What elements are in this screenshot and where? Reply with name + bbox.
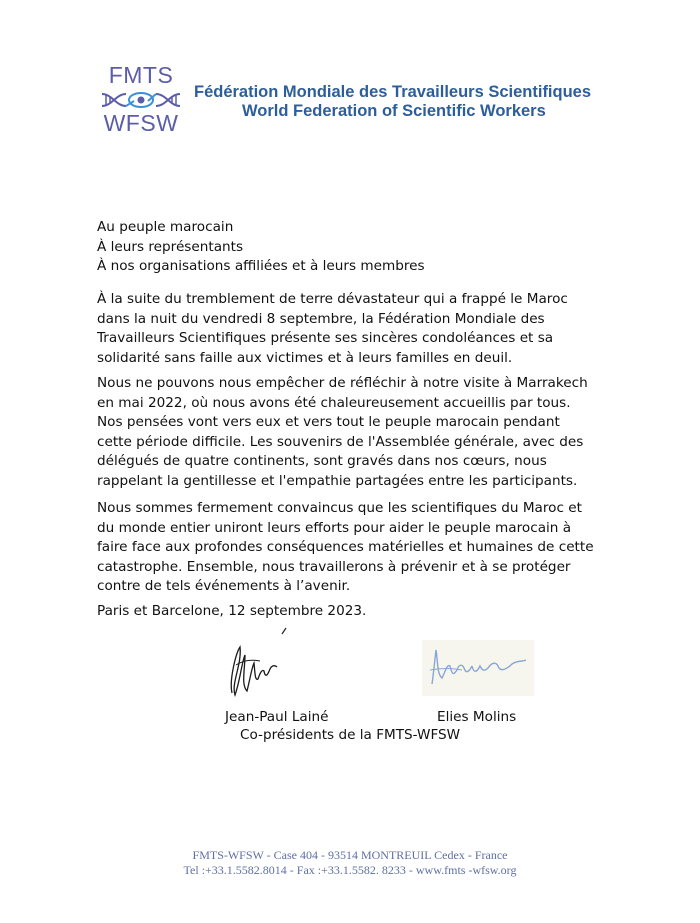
paragraph-line: catastrophe. Ensemble, nous travaillerons à prévenir et à se protéger <box>97 558 571 575</box>
signature-icon <box>422 640 534 696</box>
addressee-line: À nos organisations affiliées et à leurs membres <box>97 258 425 274</box>
paragraph-line: faire face aux profondes conséquences matérielles et humaines de cette <box>97 539 594 555</box>
signatories-role: Co-présidents de la FMTS-WFSW <box>240 727 461 743</box>
org-name-english: World Federation of Scientific Workers <box>242 102 546 120</box>
paragraph-line: Nous ne pouvons nous empêcher de réfléchir à notre visite à Marrakech <box>97 375 588 391</box>
signatory-name-molins: Elies Molins <box>437 709 517 725</box>
logo-text-fmts: FMTS <box>108 62 174 88</box>
signature-icon <box>220 625 288 700</box>
paragraph-condolences <box>97 290 617 368</box>
paragraph-line: solidarité sans faille aux victimes et à leurs familles en deuil. <box>97 349 513 366</box>
dna-helix-logo-icon <box>100 89 182 111</box>
footer-address: FMTS-WFSW - Case 404 - 93514 MONTREUIL Cedex - France <box>192 848 508 862</box>
paragraph-line: Nous sommes fermement convaincus que les scientifiques du Maroc et <box>97 500 582 516</box>
paragraph-line: en mai 2022, où nous avons été chaleureusement accueillis par tous. <box>97 394 571 411</box>
place-and-date: Paris et Barcelone, 12 septembre 2023. <box>97 603 367 619</box>
paragraph-line: dans la nuit du vendredi 8 septembre, la Fédération Mondiale des <box>97 310 545 327</box>
paragraph-line: Travailleurs Scientifiques présente ses sincères condoléances et sa <box>97 330 554 346</box>
paragraph-line: rappelant la gentillesse et l'empathie partagées entre les participants. <box>97 472 578 489</box>
paragraph-line: contre de tels événements à l’avenir. <box>97 578 351 594</box>
addressee-block <box>97 218 425 277</box>
org-name-french: Fédération Mondiale des Travailleurs Scientifiques <box>194 83 592 101</box>
footer-phone-web: Tel :+33.1.5582.8014 - Fax :+33.1.5582. 8233 - www.fmts -wfsw.org <box>183 863 517 877</box>
addressee-line: Au peuple marocain <box>97 219 234 235</box>
paragraph-line: À la suite du tremblement de terre dévastateur qui a frappé le Maroc <box>97 291 568 307</box>
paragraph-marrakech-visit <box>97 374 617 491</box>
paragraph-line: du monde entier uniront leurs efforts pour aider le peuple marocain à <box>97 519 572 536</box>
paragraph-solidarity <box>97 499 617 597</box>
footer-contact <box>0 848 700 878</box>
paragraph-line: cette période difficile. Les souvenirs de l'Assemblée générale, avec des <box>97 433 584 450</box>
paragraph-line: délégués de quatre continents, sont gravés dans nos cœurs, nous <box>97 453 547 469</box>
fmts-wfsw-logo <box>96 62 186 138</box>
signatory-name-lainé: Jean-Paul Lainé <box>225 709 329 725</box>
addressee-line: À leurs représentants <box>97 238 244 255</box>
paragraph-line: Nos pensées vont vers eux et vers tout le peuple marocain pendant <box>97 414 560 430</box>
logo-text-wfsw: WFSW <box>103 110 179 136</box>
